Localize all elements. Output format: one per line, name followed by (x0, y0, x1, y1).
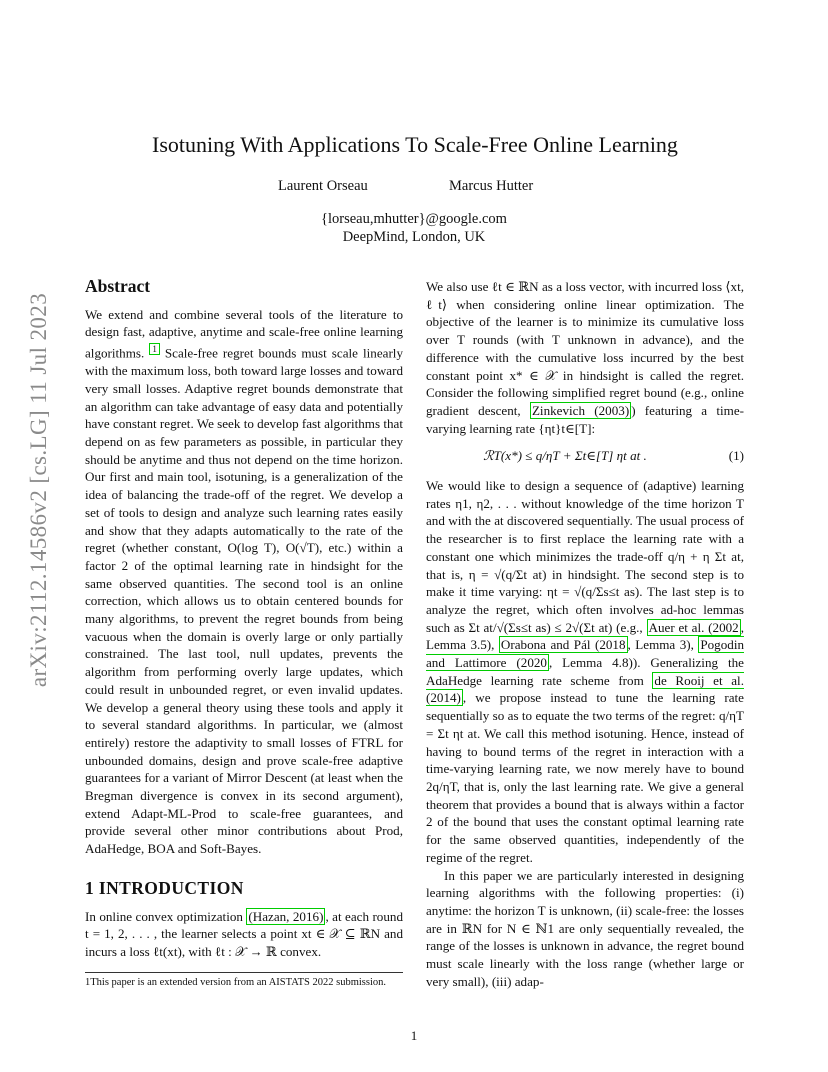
left-column (85, 278, 403, 961)
author-name: Laurent Orseau (278, 178, 368, 194)
paragraph-text: ) featuring a time-varying learning rate {ηt}t∈[T]: (426, 402, 744, 436)
paragraph-text: We would like to design a sequence of (adaptive) learning rates η1, η2, . . . without knowledge of the time horizon T and with the at discovered sequentially. The usual process of the researcher is to first replace the learning rate with a constant one which minimizes the trade-off q/η + η Σt at, that is, η = √(q/Σt at) in hindsight. The second step is to make it time varying: ηt = √(q/Σs≤t as). The last step is to analyze the regret, which often involves ad-hoc lemmas such as Σt at/√(Σs≤t as) ≤ 2√(Σt at) (e.g., (426, 478, 744, 635)
paper-title: Isotuning With Applications To Scale-Free Online Learning (152, 132, 678, 157)
introduction-heading: 1 INTRODUCTION (85, 877, 244, 898)
paragraph-text: , Lemma 3.5), (426, 619, 745, 653)
abstract-heading: Abstract (85, 276, 151, 296)
citation-link[interactable]: Auer et al. (2002 (648, 619, 739, 635)
citation-link[interactable]: Pogodin and Lattimore (2020 (426, 637, 744, 671)
body-paragraph (426, 278, 744, 437)
paragraph-text: , we propose instead to tune the learning rate sequentially so as to equate the two terms of the regret: q/ηT = Σt ηt at. We call this method isotuning. Hence, instead of having to bound terms of the regret in interaction with a time-varying learning rate, we now merely have to bound 2q/ηT, that is, only the last learning rate. We give a general theorem that provides a bound that is always within a factor 2 of the bound that uses the constant optimal learning rate for the same observed quantities, independently of the regime of the regret. (426, 690, 744, 865)
author-email: {lorseau,mhutter}@google.com (321, 211, 507, 227)
paragraph-text: , Lemma 3), (627, 637, 694, 653)
paragraph-text: In online convex optimization (85, 908, 243, 924)
equation: ℛT(x*) ≤ q/ηT + Σt∈[T] ηt at . (483, 448, 647, 464)
introduction-paragraph (85, 908, 403, 961)
paragraph-text: , at each round t = 1, 2, . . . , the learner selects a point xt ∈ 𝒳 ⊆ ℝN and incurs a loss ℓt(xt), with ℓt : 𝒳 → ℝ convex. (85, 908, 403, 959)
author-name: Marcus Hutter (449, 178, 534, 194)
arxiv-identifier-stamp (22, 292, 56, 688)
abstract-text-part: We extend and combine several tools of the literature to design fast, adaptive, anytime and scale-free online learning algorithms. (85, 306, 403, 361)
arxiv-identifier: arXiv:2112.14586v2 [cs.LG] 11 Jul 2023 (26, 292, 52, 688)
citation-link[interactable]: Orabona and Pál (2018 (500, 637, 626, 653)
author-affiliation: DeepMind, London, UK (342, 229, 486, 245)
citation-link[interactable]: Zinkevich (2003) (531, 402, 630, 418)
right-column (426, 278, 744, 990)
body-paragraph: In this paper we are particularly interested in designing learning algorithms with the following properties: (i) anytime: the horizon T is unknown, (ii) scale-free: the losses are in ℝN for N ∈ ℕ1 are only sequentially revealed, the range of the losses is unknown in advance, the regret bound must scale linearly with the loss range (whether large or very small), (iii) adap- (426, 867, 744, 989)
citation-link[interactable]: (Hazan, 2016) (248, 908, 324, 924)
footnote: 1This paper is an extended version from an AISTATS 2022 submission. (85, 972, 403, 989)
body-paragraph (426, 477, 744, 866)
abstract-text-part: Scale-free regret bounds must scale linearly with the maximum loss, both toward large losses and toward very small losses. Adaptive regret bounds demonstrate that an algorithm can take advantage of easy data and potentially have constant regret. We seek to develop fast algorithms that depend on as few parameters as possible, in particular they should be anytime and thus not depend on the time horizon. Our first and main tool, isotuning, is a generalization of the idea of balancing the trade-off of the regret. We develop a set of tools to design and analyze such learning rates easily and show that they adapts automatically to the rate of the regret (whether constant, O(log T), O(√T), etc.) within a factor 2 of the optimal learning rate in hindsight for the same observed quantities. The second tool is an online correction, which allows us to obtain centered bounds for many algorithms, to prevent the regret bounds from being vacuous when the domain is overly large or only partially constrained. The last tool, null updates, prevents the algorithm from performing overly large updates, which could result in unbounded regret, or even invalid updates. We develop a general theory using these tools and apply it to several standard algorithms. In particular, we (almost entirely) restore the adaptivity to small losses of FTRL for unbounded domains, design and prove scale-free adaptive guarantees for a variant of Mirror Descent (at least when the Bregman divergence is convex in its second argument), extend Adapt-ML-Prod to scale-free guarantees, and provide several other minor contributions about Prod, AdaHedge, BOA and Soft-Bayes. (85, 345, 403, 857)
abstract-text (85, 306, 403, 858)
paragraph-text: We also use ℓt ∈ ℝN as a loss vector, with incurred loss ⟨xt, ℓt⟩ when considering online linear optimization. The objective of the learner is to minimize its cumulative loss over T rounds (with T unknown in advance), and the difference with the cumulative loss incurred by the best constant point x* ∈ 𝒳 in hindsight is called the regret. Consider the following simplified regret bound (e.g., online gradient descent, (426, 279, 744, 418)
footnote-link[interactable]: 1 (149, 343, 160, 355)
equation-block (426, 447, 744, 465)
paragraph-text: , Lemma 4.8)). Generalizing the AdaHedge learning rate scheme from (426, 655, 744, 688)
page-number: 1 (410, 1028, 418, 1043)
equation-number: (1) (728, 448, 744, 464)
citation-link[interactable]: de Rooij et al. (2014) (426, 672, 744, 706)
